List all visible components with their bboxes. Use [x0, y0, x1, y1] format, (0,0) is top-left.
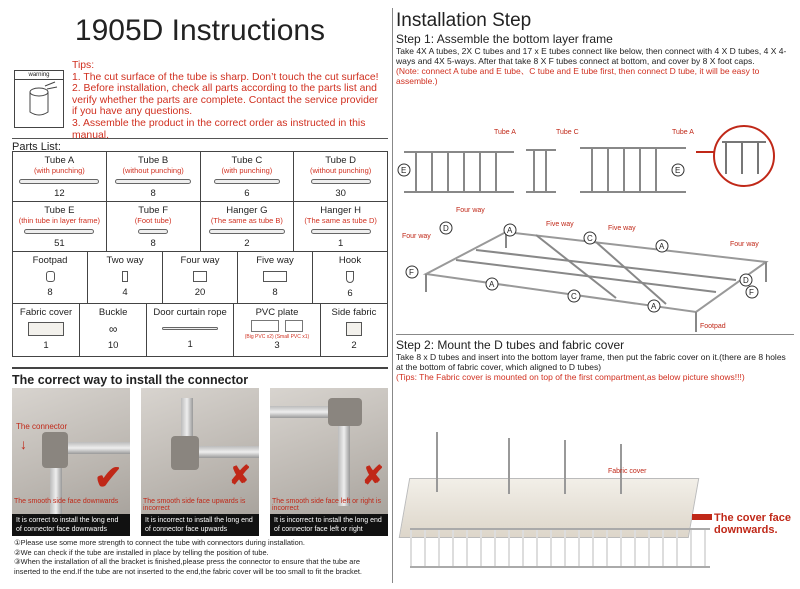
note-item: ①Please use some more strength to connect the tube with connectors during installation. — [14, 538, 305, 547]
svg-text:F: F — [409, 268, 414, 277]
part-fabric-cover: Fabric cover 1 — [13, 304, 80, 356]
tip-item: 1. The cut surface of the tube is sharp. Don’t touch the cut surface! — [72, 71, 379, 83]
side-fabric-icon — [346, 322, 362, 336]
step2-section — [396, 338, 794, 382]
tube-shape — [270, 406, 330, 418]
svg-text:E: E — [401, 166, 407, 175]
connector-photo-incorrect-up — [141, 388, 259, 536]
part-door-curtain-rope: Door curtain rope 1 — [147, 304, 234, 356]
parts-table — [12, 151, 388, 357]
note-item: ③When the installation of all the bracket is finished,please press the connector to ensure that the tube are inserted to the end.If the tube are not inserted to the end,the fabric cover will be too small to fit the bracket. — [14, 557, 362, 576]
svg-text:D: D — [443, 224, 449, 233]
fabric-icon — [28, 322, 64, 336]
check-icon: ✔ — [94, 459, 123, 497]
tube-icon — [209, 229, 285, 234]
label-five-way: Five way — [608, 225, 636, 232]
arrow-right-icon — [692, 514, 712, 520]
warning-icon — [14, 70, 64, 128]
tips-text — [72, 60, 386, 141]
tube-cut-icon — [15, 80, 63, 124]
tube-icon — [311, 179, 371, 184]
step2-desc: Take 8 x D tubes and insert into the bottom layer frame, then put the fabric cover on it.(there are 8 holes at the bottom of fabric cover, which aligned to D tubes) — [396, 352, 786, 372]
tip-item: 2. Before installation, check all parts according to the parts list and verify whether the parts are complete. Contact the service provider if you have any questions. — [72, 83, 379, 118]
label-four-way: Four way — [456, 207, 485, 214]
part-two-way: Two way 4 — [88, 252, 163, 303]
buckle-icon: ∞ — [108, 322, 118, 336]
svg-text:C: C — [571, 292, 577, 301]
arrow-down-icon: ↓ — [20, 436, 27, 452]
part-hook: Hook 6 — [338, 255, 362, 299]
hook-icon — [346, 271, 354, 283]
section-divider — [396, 334, 794, 335]
photo-note: It is incorrect to install the long end of connector face upwards — [141, 514, 259, 536]
tube-icon — [19, 179, 99, 184]
tube-shape — [508, 438, 510, 494]
tube-shape — [50, 468, 62, 518]
tips-section — [12, 60, 388, 141]
note-item: ②We can check if the tube are installed in place by telling the position of tube. — [14, 547, 269, 557]
part-pvc-plate: PVC plate (Big PVC x2) (Small PVC x1) 3 — [234, 304, 321, 356]
cross-icon: ✘ — [229, 460, 251, 490]
photo-caption: The smooth side face left or right is incorrect — [272, 498, 381, 512]
tube-shape — [338, 426, 350, 506]
tube-shape — [199, 446, 259, 458]
photo-note: It is correct to install the long end of connector face downwards — [12, 514, 130, 536]
rope-icon — [162, 327, 218, 330]
svg-text:A: A — [507, 226, 513, 235]
svg-text:A: A — [489, 280, 495, 289]
instructions-left-panel — [12, 8, 388, 583]
part-hanger-h: Hanger H (The same as tube D) 1 — [304, 205, 377, 249]
tips-heading: Tips: — [72, 60, 95, 71]
tube-icon — [138, 229, 168, 234]
step1-note: (Note: connect A tube and E tube、C tube and E tube first, then connect D tube, it will be easy to assemble.) — [396, 66, 760, 86]
part-four-way: Four way 20 — [163, 252, 238, 303]
connector-notes — [14, 538, 388, 576]
part-tube-c: Tube C (with punching) 6 — [201, 152, 295, 201]
tube-shape — [564, 440, 566, 494]
tube-shape — [68, 442, 130, 454]
warning-label: warning — [15, 71, 63, 80]
pvc-icon — [234, 320, 320, 332]
part-buckle: Buckle ∞ 10 — [80, 304, 147, 356]
installation-heading: Installation Step — [396, 10, 532, 31]
svg-text:F: F — [749, 288, 754, 297]
tube-shape — [436, 432, 438, 492]
label-tube-c: Tube C — [556, 129, 579, 136]
frame-shape — [410, 528, 710, 568]
label-tube-a: Tube A — [672, 129, 694, 136]
fabric-cover-photo — [396, 418, 794, 578]
connector-photo-correct — [12, 388, 130, 536]
label-four-way: Four way — [730, 241, 759, 248]
tube-icon — [24, 229, 94, 234]
page-title: 1905D Instructions — [74, 14, 326, 47]
footpad-icon — [46, 271, 55, 282]
five-way-icon — [263, 271, 287, 282]
connector-heading: The correct way to install the connector — [12, 367, 388, 387]
parts-row — [13, 252, 387, 304]
connector-shape — [42, 432, 68, 468]
tube-icon — [214, 179, 280, 184]
part-hanger-g: Hanger G (The same as tube B) 2 — [201, 202, 295, 251]
step1-desc: Take 4X A tubes, 2X C tubes and 17 x E tubes connect like below, then connect with 4 X D tubes, 4 X 4-ways and 4X 5-ways. After that take 8 X F tubes connect at bottom, and cover by 8 X foot caps. — [396, 46, 787, 66]
parts-row — [13, 202, 387, 252]
part-tube-d: Tube D (without punching) 30 — [309, 155, 372, 199]
connector-photo-incorrect-side — [270, 388, 388, 536]
svg-text:C: C — [587, 234, 593, 243]
installation-right-panel — [396, 8, 794, 583]
fabric-cover-label: Fabric cover — [608, 468, 647, 475]
part-tube-e: Tube E (thin tube in layer frame) 51 — [13, 202, 107, 251]
column-divider — [392, 8, 393, 583]
cross-icon: ✘ — [362, 460, 384, 490]
parts-list-heading: Parts List: — [12, 138, 388, 153]
step2-tip: (Tips: The Fabric cover is mounted on top of the first compartment,as below picture shows!!!) — [396, 372, 745, 382]
photo-caption: The smooth side face upwards is incorrect — [143, 498, 246, 512]
part-footpad: Footpad 8 — [13, 252, 88, 303]
svg-text:E: E — [675, 166, 681, 175]
step2-title: Step 2: Mount the D tubes and fabric cover — [396, 338, 625, 352]
connector-label: The connector — [16, 422, 68, 431]
tube-shape — [181, 398, 193, 438]
tube-icon — [115, 179, 191, 184]
connector-shape — [328, 398, 362, 426]
two-way-icon — [122, 271, 128, 282]
label-footpad: Footpad — [700, 323, 726, 330]
part-five-way: Five way 8 — [238, 252, 313, 303]
step1-title: Step 1: Assemble the bottom layer frame — [396, 32, 613, 46]
tube-icon — [311, 229, 371, 234]
svg-text:D: D — [743, 276, 749, 285]
parts-row — [13, 152, 387, 202]
cover-note: The cover face downwards. — [714, 512, 792, 536]
part-tube-a: Tube A (with punching) 12 — [13, 152, 107, 201]
label-four-way: Four way — [402, 233, 431, 240]
label-tube-a: Tube A — [494, 129, 516, 136]
parts-row — [13, 304, 387, 356]
tip-item: 3. Assemble the product in the correct order as instructed in this manual. — [72, 117, 366, 141]
svg-text:A: A — [659, 242, 665, 251]
part-side-fabric: Side fabric 2 — [331, 307, 377, 351]
label-five-way: Five way — [546, 221, 574, 228]
svg-text:A: A — [651, 302, 657, 311]
photo-caption: The smooth side face downwards — [14, 498, 119, 505]
bottom-frame-diagram — [396, 112, 794, 334]
part-tube-f: Tube F (Foot tube) 8 — [107, 202, 201, 251]
four-way-icon — [193, 271, 207, 282]
photo-note: It is incorrect to install the long end of connector face left or right — [270, 514, 388, 536]
connector-shape — [171, 436, 199, 470]
part-tube-b: Tube B (without punching) 8 — [107, 152, 201, 201]
